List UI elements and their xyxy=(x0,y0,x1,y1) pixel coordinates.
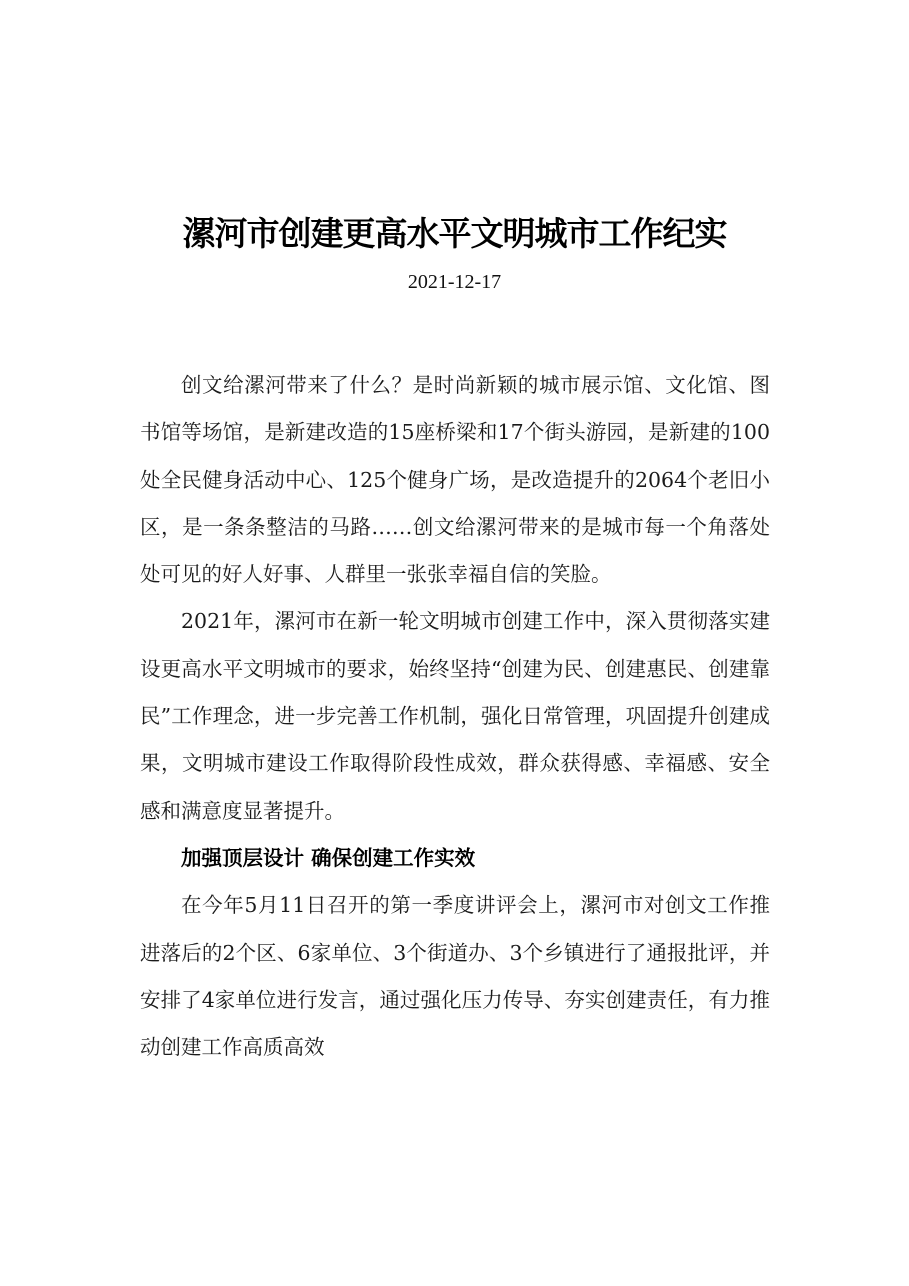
body-paragraph: 2021年，漯河市在新一轮文明城市创建工作中，深入贯彻落实建设更高水平文明城市的要求，始终坚持“创建为民、创建惠民、创建靠民”工作理念，进一步完善工作机制，强化日常管理，巩固提升创建成果，文明城市建设工作取得阶段性成效，群众获得感、幸福感、安全感和满意度显著提升。 xyxy=(140,609,770,823)
body-paragraph: 创文给漯河带来了什么？是时尚新颖的城市展示馆、文化馆、图书馆等场馆，是新建改造的15座桥梁和17个街头游园，是新建的100处全民健身活动中心、125个健身广场，是改造提升的2064个老旧小区，是一条条整洁的马路……创文给漯河带来的是城市每一个角落处处可见的好人好事、人群里一张张幸福自信的笑脸。 xyxy=(140,373,770,587)
article-body xyxy=(140,362,770,1071)
article-date: 2021-12-17 xyxy=(407,271,502,293)
article-title: 漯河市创建更高水平文明城市工作纪实 xyxy=(182,214,727,253)
body-paragraph: 在今年5月11日召开的第一季度讲评会上，漯河市对创文工作推进落后的2个区、6家单位、3个街道办、3个乡镇进行了通报批评，并安排了4家单位进行发言，通过强化压力传导、夯实创建责任，有力推动创建工作高质高效 xyxy=(140,893,770,1060)
section-heading: 加强顶层设计 确保创建工作实效 xyxy=(181,845,476,870)
